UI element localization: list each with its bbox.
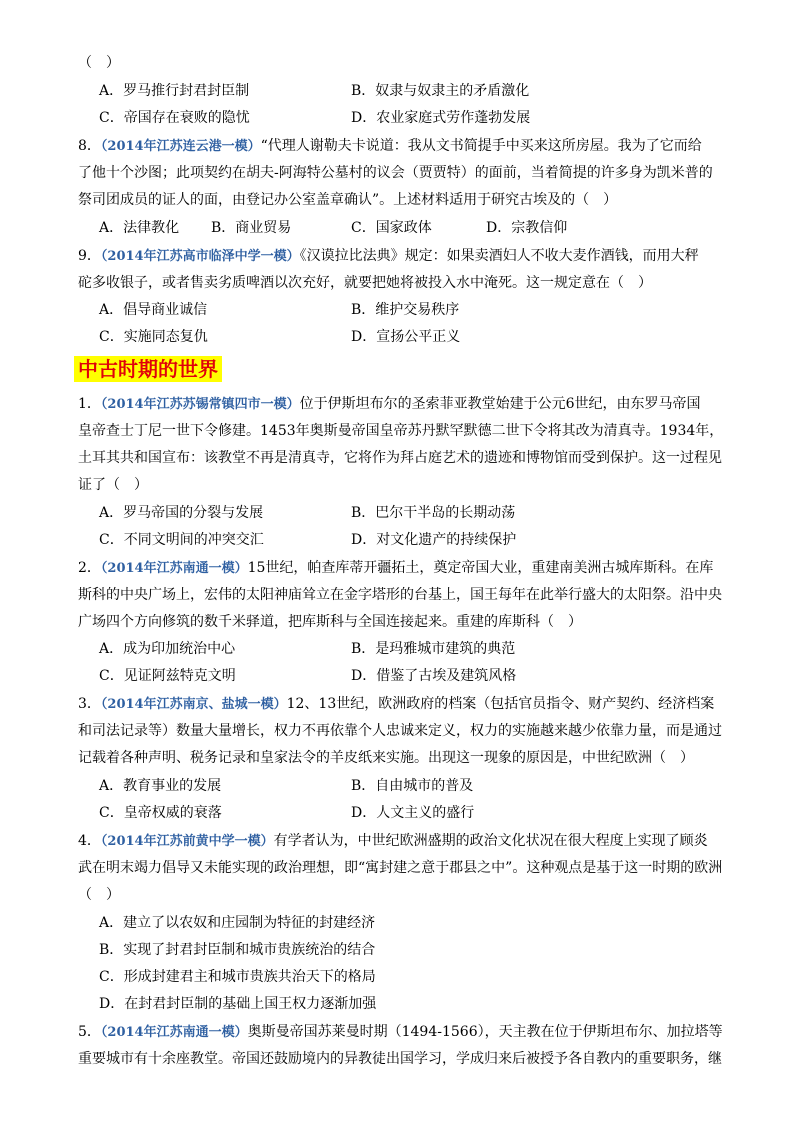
question-source: （2014年江苏高市临泽中学一模）: [100, 249, 300, 264]
medieval-question-3-line-3: 记载着各种声明、税务记录和皇家法令的羊皮纸来实施。出现这一现象的原因是，中世纪欧洲（ ）: [78, 750, 694, 766]
medieval-question-1-line-3: 土耳其共和国宣布：该教堂不再是清真寺，它将作为拜占庭艺术的遗迹和博物馆而受到保护。这一过程见: [78, 450, 722, 466]
option-d: D．农业家庭式劳作蓬勃发展: [351, 110, 531, 126]
option-c: C．实施同态复仇: [99, 329, 208, 345]
question-9-line-2: 砣多收银子，或者售卖劣质啤酒以次充好，就要把她将被投入水中淹死。这一规定意在（ ）: [78, 275, 652, 291]
medieval-question-4-line-3: （ ）: [78, 887, 120, 903]
question-text: 有学者认为，中世纪欧洲盛期的政治文化状况在很大程度上实现了顾炎: [273, 833, 708, 849]
option-d: D．在封君封臣制的基础上国王权力逐渐加强: [99, 996, 377, 1012]
medieval-question-1-line-4: 证了（ ）: [78, 477, 148, 493]
medieval-question-5-line-2: 重要城市有十余座教堂。帝国还鼓励境内的异教徒出国学习，学成归来后被授予各自教内的重要职务，继: [78, 1051, 722, 1067]
option-c: C．不同文明间的冲突交汇: [99, 532, 264, 548]
question-source: （2014年江苏苏锡常镇四市一模）: [100, 397, 300, 412]
option-a: A．建立了以农奴和庄园制为特征的封建经济: [99, 915, 376, 931]
question-source: （2014年江苏连云港一模）: [100, 139, 261, 154]
question-text: 奥斯曼帝国苏莱曼时期（1494-1566），天主教在位于伊斯坦布尔、加拉塔等: [247, 1024, 723, 1040]
question-text: “代理人谢勒夫卡说道：我从文书简提手中买来这所房屋。我为了它而给: [260, 138, 702, 154]
option-b: B．巴尔干半岛的长期动荡: [351, 505, 516, 521]
option-b: B．奴隶与奴隶主的矛盾激化: [351, 83, 530, 99]
medieval-question-1-line-1: [78, 396, 701, 413]
medieval-question-3-line-2: 和司法记录等）数量大量增长，权力不再依靠个人忠诚来定义，权力的实施越来越少依靠力量，而是通过: [78, 723, 722, 739]
option-d: D．人文主义的盛行: [351, 805, 475, 821]
medieval-question-4-line-2: 武在明末竭力倡导又未能实现的政治理想，即“寓封建之意于郡县之中”。这种观点是基于这一时期的欧洲: [78, 860, 723, 876]
question-text: 12、13世纪，欧洲政府的档案（包括官员指令、财产契约、经济档案: [286, 696, 715, 712]
question-8-line-3: 祭司团成员的证人的面，由登记办公室盖章确认”。上述材料适用于研究古埃及的（ ）: [78, 192, 618, 208]
medieval-question-2-line-3: 广场四个方向修筑的数千米驿道，把库斯科与全国连接起来。重建的库斯科（ ）: [78, 614, 582, 630]
question-number: 2．: [78, 560, 101, 576]
option-b: B．实现了封君封臣制和城市贵族统治的结合: [99, 942, 376, 958]
option-a: A．罗马帝国的分裂与发展: [99, 505, 264, 521]
option-a: A．成为印加统治中心: [99, 641, 236, 657]
option-a: A．法律教化: [99, 220, 180, 236]
medieval-question-3-line-1: [78, 696, 714, 713]
option-d: D．宗教信仰: [486, 220, 568, 236]
question-text: 《汉谟拉比法典》规定：如果卖酒妇人不收大麦作酒钱，而用大秤: [299, 248, 699, 264]
option-a: A．教育事业的发展: [99, 778, 222, 794]
question-8-line-2: 了他十个沙图；此项契约在胡夫-阿海特公墓村的议会（贾贾特）的面前，当着简提的许多身为凯米普的: [78, 165, 713, 181]
question-number: 3．: [78, 696, 101, 712]
question-source: （2014年江苏南京、盐城一模）: [100, 697, 287, 712]
option-a: A．倡导商业诚信: [99, 302, 208, 318]
question-source: （2014年江苏南通一模）: [100, 1025, 248, 1040]
option-d: D．对文化遗产的持续保护: [351, 532, 517, 548]
option-a: A．罗马推行封君封臣制: [99, 83, 250, 99]
option-b: B．维护交易秩序: [351, 302, 460, 318]
question-number: 1．: [78, 396, 101, 412]
option-b: B．自由城市的普及: [351, 778, 474, 794]
medieval-question-2-line-2: 斯科的中央广场上，宏伟的太阳神庙耸立在金字塔形的台基上，国王每年在此举行盛大的太阳祭。沿中央: [78, 587, 722, 603]
medieval-question-5-line-1: [78, 1024, 723, 1041]
medieval-question-2-line-1: [78, 560, 713, 577]
option-c: C．形成封建君主和城市贵族共治天下的格局: [99, 969, 376, 985]
option-b: B．商业贸易: [211, 220, 292, 236]
question-text: 15世纪，帕查库蒂开疆拓土，奠定帝国大业，重建南美洲古城库斯科。在库: [247, 560, 714, 576]
option-d: D．宣扬公平正义: [351, 329, 461, 345]
question-number: 9．: [78, 248, 101, 264]
question-source: （2014年江苏前黄中学一模）: [100, 834, 274, 849]
question-8-line-1: [78, 138, 702, 155]
section-heading: 中古时期的世界: [74, 356, 222, 382]
option-c: C．国家政体: [351, 220, 432, 236]
option-c: C．皇帝权威的衰落: [99, 805, 222, 821]
option-b: B．是玛雅城市建筑的典范: [351, 641, 516, 657]
medieval-question-1-line-2: 皇帝查士丁尼一世下令修建。1453年奥斯曼帝国皇帝苏丹默罕默德二世下令将其改为清真寺。1934年，: [78, 423, 724, 439]
question-text: 位于伊斯坦布尔的圣索菲亚教堂始建于公元6世纪，由东罗马帝国: [299, 396, 701, 412]
option-c: C．帝国存在衰败的隐忧: [99, 110, 250, 126]
medieval-question-4-line-1: [78, 833, 708, 850]
option-c: C．见证阿兹特克文明: [99, 668, 236, 684]
question-number: 4．: [78, 833, 101, 849]
question-9-line-1: [78, 248, 699, 265]
question-source: （2014年江苏南通一模）: [100, 561, 248, 576]
question-number: 5．: [78, 1024, 101, 1040]
option-d: D．借鉴了古埃及建筑风格: [351, 668, 517, 684]
answer-blank: （ ）: [78, 55, 120, 71]
question-number: 8．: [78, 138, 101, 154]
